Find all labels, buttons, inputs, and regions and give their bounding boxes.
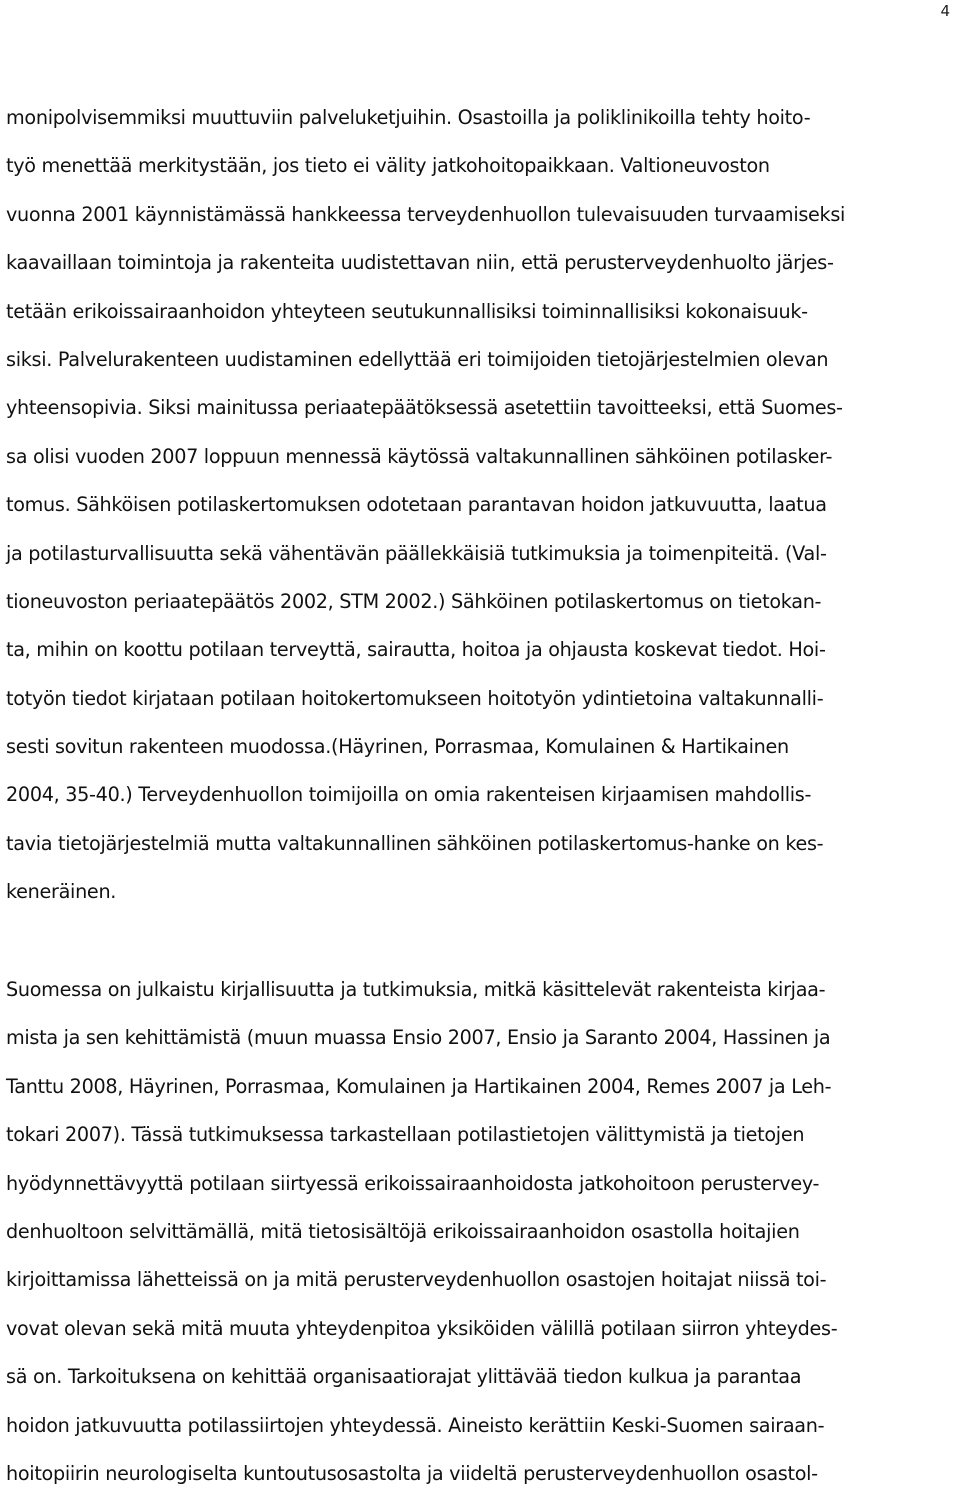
text-line: ta, mihin on koottu potilaan terveyttä, sairautta, hoitoa ja ohjausta koskevat tiedot. Hoi- xyxy=(6,638,826,662)
text-line: denhuoltoon selvittämällä, mitä tietosisältöjä erikoissairaanhoidon osastolla hoitajien xyxy=(6,1219,800,1243)
text-line: tokari 2007). Tässä tutkimuksessa tarkastellaan potilastietojen välittymistä ja tietojen xyxy=(6,1123,805,1147)
text-line: monipolvisemmiksi muuttuviin palveluketjuihin. Osastoilla ja poliklinikoilla tehty hoito- xyxy=(6,106,811,129)
text-line: sa olisi vuoden 2007 loppuun mennessä käytössä valtakunnallinen sähköinen potilasker- xyxy=(6,444,833,468)
text-line: työ menettää merkitystään, jos tieto ei välity jatkohoitopaikkaan. Valtioneuvoston xyxy=(6,154,770,178)
text-line: kirjoittamissa lähetteissä on ja mitä perusterveydenhuollon osastojen hoitajat niissä toi- xyxy=(6,1268,827,1292)
text-line: vuonna 2001 käynnistämässä hankkeessa terveydenhuollon tulevaisuuden turvaamiseksi xyxy=(6,202,846,226)
text-line: vovat olevan sekä mitä muuta yhteydenpitoa yksiköiden välillä potilaan siirron yhteydes- xyxy=(6,1316,838,1340)
text-line: sesti sovitun rakenteen muodossa.(Häyrinen, Porrasmaa, Komulainen & Hartikainen xyxy=(6,735,789,759)
text-line: totyön tiedot kirjataan potilaan hoitokertomukseen hoitotyön ydintietoina valtakunnalli- xyxy=(6,686,824,710)
text-line: Tanttu 2008, Häyrinen, Porrasmaa, Komulainen ja Hartikainen 2004, Remes 2007 ja Leh- xyxy=(6,1074,832,1098)
text-line: hoitopiirin neurologiselta kuntoutusosastolta ja viideltä perusterveydenhuollon osastol- xyxy=(6,1461,818,1485)
text-line: hoidon jatkuvuutta potilassiirtojen yhteydessä. Aineisto kerättiin Keski-Suomen sairaan- xyxy=(6,1413,825,1437)
text-line: yhteensopivia. Siksi mainitussa periaatepäätöksessä asetettiin tavoitteeksi, että Suomes- xyxy=(6,396,843,420)
text-line: tioneuvoston periaatepäätös 2002, STM 2002.) Sähköinen potilaskertomus on tietokan- xyxy=(6,589,822,613)
paragraph-2 xyxy=(6,966,954,1498)
text-line: Suomessa on julkaistu kirjallisuutta ja tutkimuksia, mitkä käsittelevät rakenteista kirjaa- xyxy=(6,978,826,1001)
page-number: 4 xyxy=(940,2,950,20)
text-line: ja potilasturvallisuutta sekä vähentävän päällekkäisiä tutkimuksia ja toimenpiteitä. (Val- xyxy=(6,541,827,565)
text-line: tetään erikoissairaanhoidon yhteyteen seutukunnallisiksi toiminnallisiksi kokonaisuuk- xyxy=(6,299,808,323)
text-line: tomus. Sähköisen potilaskertomuksen odotetaan parantavan hoidon jatkuvuutta, laatua xyxy=(6,493,827,517)
text-line: 2004, 35-40.) Terveydenhuollon toimijoilla on omia rakenteisen kirjaamisen mahdollis- xyxy=(6,783,812,807)
text-line: hyödynnettävyyttä potilaan siirtyessä erikoissairaanhoidosta jatkohoitoon perustervey- xyxy=(6,1171,820,1195)
paragraph-1 xyxy=(6,94,954,917)
text-line: kaavaillaan toimintoja ja rakenteita uudistettavan niin, että perusterveydenhuolto järjes- xyxy=(6,251,834,275)
text-line: mista ja sen kehittämistä (muun muassa Ensio 2007, Ensio ja Saranto 2004, Hassinen ja xyxy=(6,1026,831,1050)
text-line: sä on. Tarkoituksena on kehittää organisaatiorajat ylittävää tiedon kulkua ja parantaa xyxy=(6,1365,802,1389)
text-line: siksi. Palvelurakenteen uudistaminen edellyttää eri toimijoiden tietojärjestelmien olevan xyxy=(6,347,829,371)
text-line: tavia tietojärjestelmiä mutta valtakunnallinen sähköinen potilaskertomus-hanke on kes- xyxy=(6,831,824,855)
text-line: keneräinen. xyxy=(6,880,117,904)
